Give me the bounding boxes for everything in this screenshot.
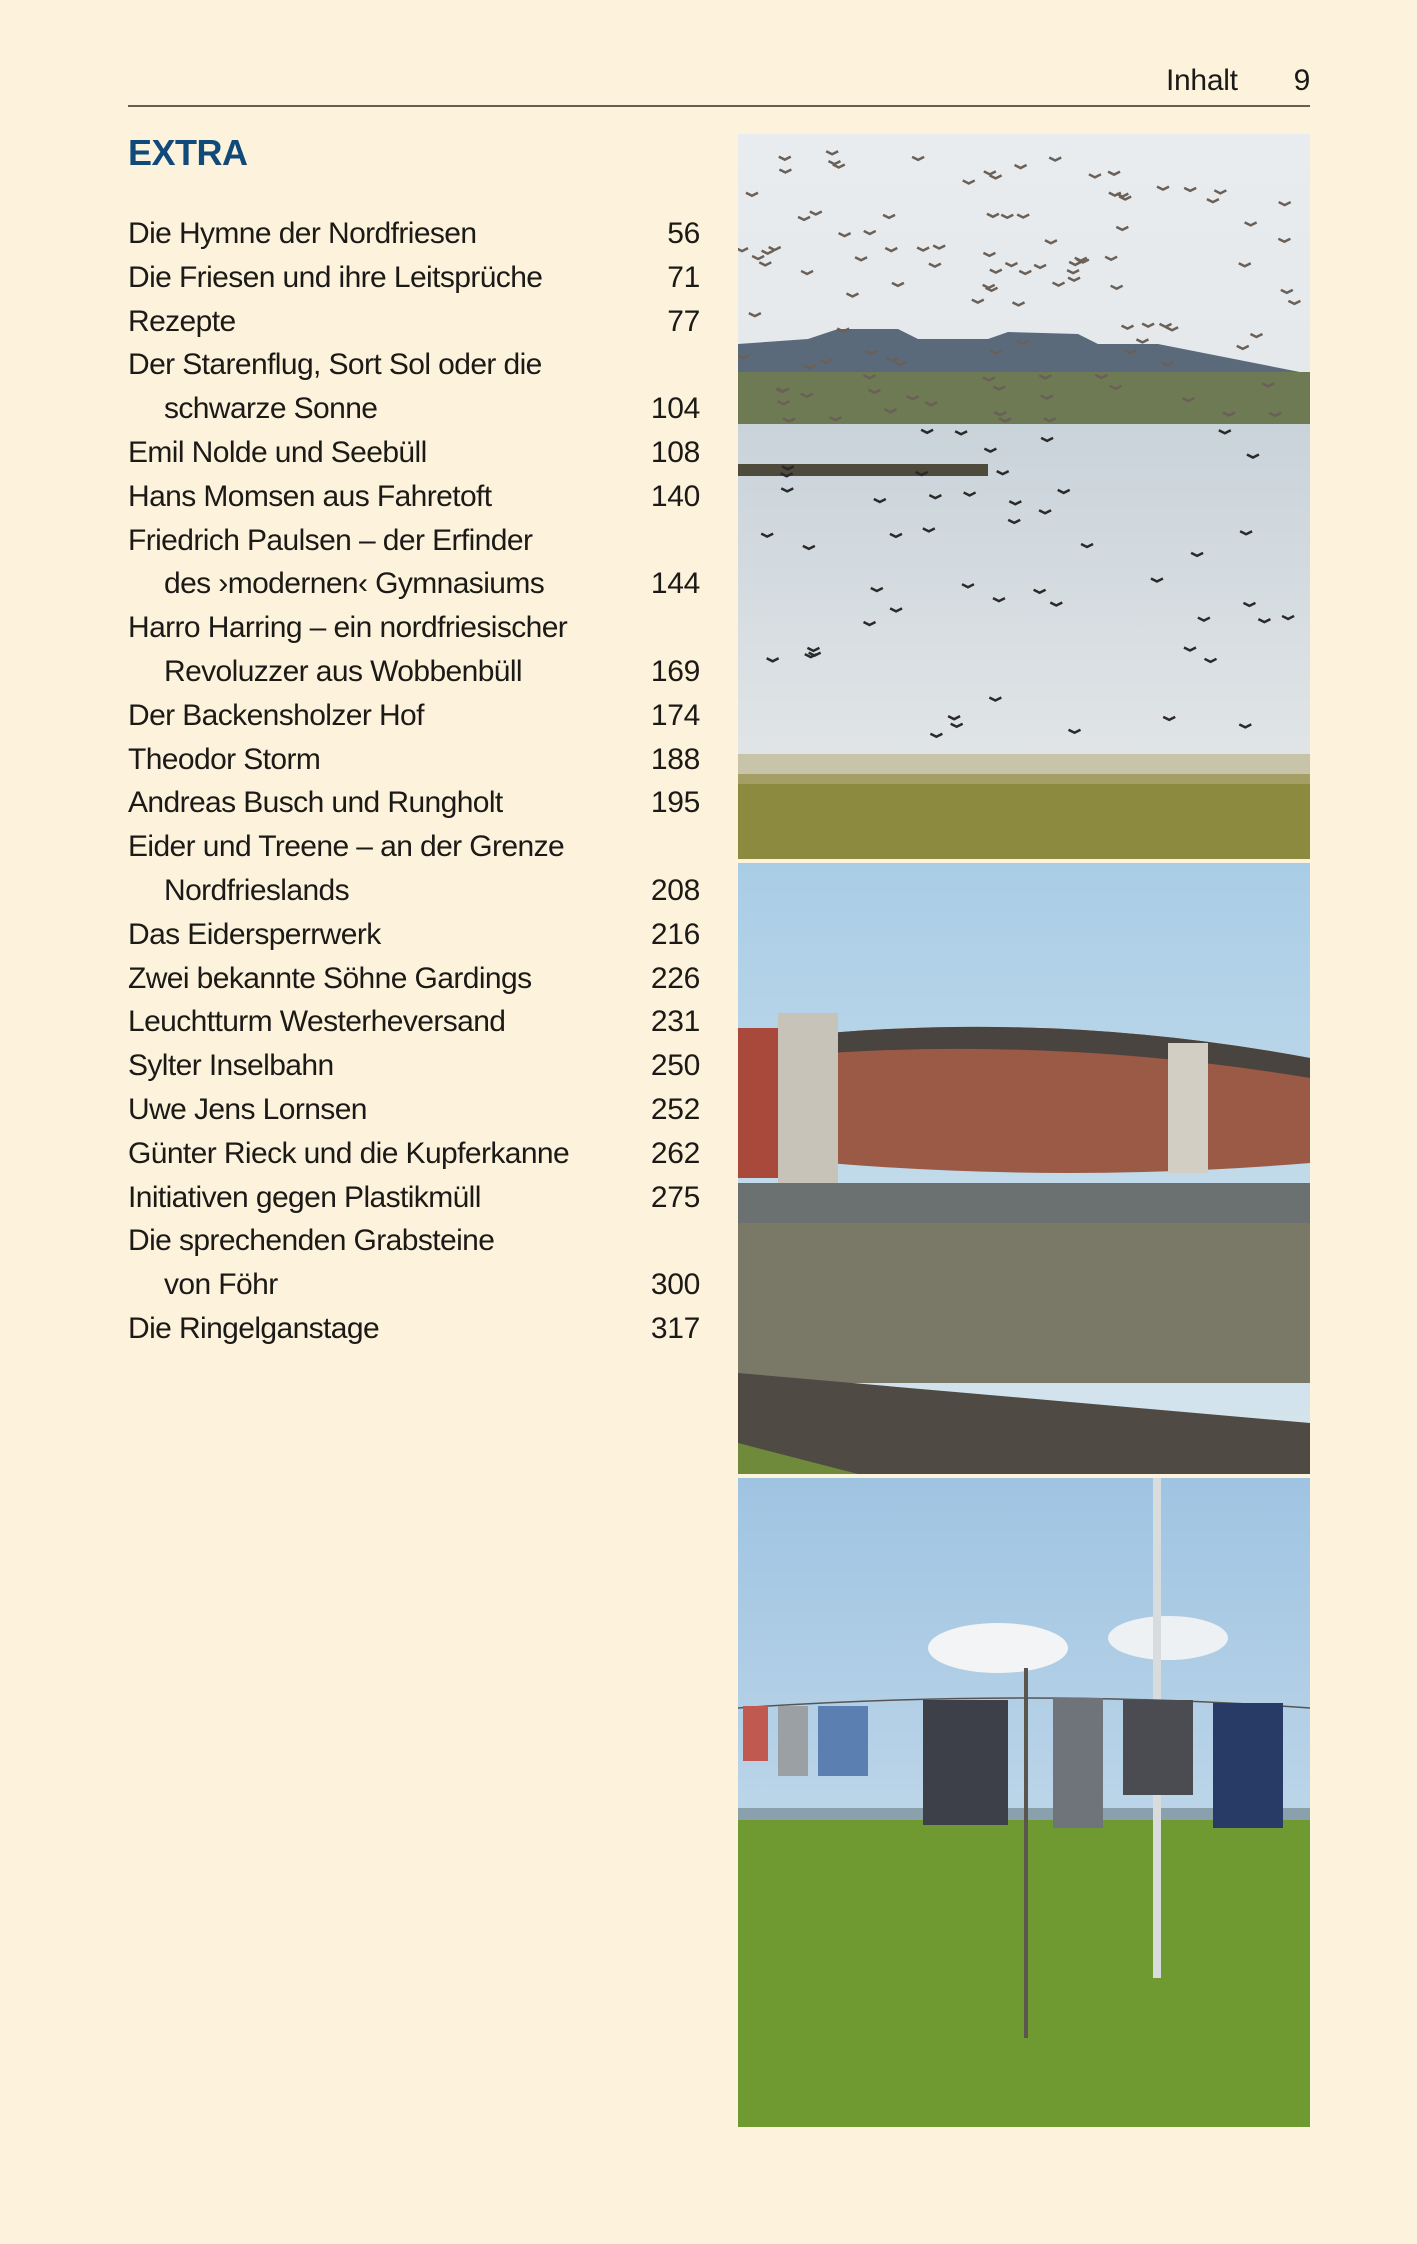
toc-entry-page: 144 (650, 567, 700, 601)
toc-entry-page: 275 (650, 1180, 700, 1214)
toc-entry[interactable] (128, 1000, 700, 1044)
toc-list (128, 212, 700, 1351)
photo-geese-flock (738, 134, 1310, 859)
toc-entry[interactable] (128, 1044, 700, 1088)
toc-entry-title: Die Ringelganstage (128, 1311, 380, 1345)
toc-entry-title: Sylter Inselbahn (128, 1049, 334, 1083)
toc-entry-page: 300 (650, 1268, 700, 1302)
toc-entry-title: Der Starenflug, Sort Sol oder die (128, 348, 542, 382)
toc-entry-title: des ›modernen‹ Gymnasiums (164, 567, 545, 601)
header-rule (128, 105, 1310, 107)
toc-entry-title: Rezepte (128, 304, 236, 338)
toc-entry-page: 195 (650, 786, 700, 820)
toc-entry-title: Eider und Treene – an der Grenze (128, 830, 565, 864)
toc-entry-page: 208 (650, 873, 700, 907)
toc-entry-page: 174 (650, 698, 700, 732)
page-number: 9 (1293, 64, 1310, 97)
toc-entry-page: 108 (650, 435, 700, 469)
toc-entry-title: Harro Harring – ein nordfriesischer (128, 611, 568, 645)
toc-entry-page: 216 (650, 917, 700, 951)
toc-entry-title: Hans Momsen aus Fahretoft (128, 479, 492, 513)
toc-entry[interactable] (128, 781, 700, 825)
toc-entry[interactable] (128, 1088, 700, 1132)
toc-entry-title: Leuchtturm Westerheversand (128, 1005, 506, 1039)
toc-entry-title: Uwe Jens Lornsen (128, 1092, 367, 1126)
toc-entry[interactable] (128, 1132, 700, 1176)
toc-entry[interactable] (128, 1219, 700, 1307)
toc-entry-title: Die Hymne der Nordfriesen (128, 217, 477, 250)
running-head (1166, 64, 1310, 98)
photo-eidersperrwerk (738, 863, 1310, 1474)
toc-entry-title: schwarze Sonne (164, 392, 378, 426)
toc-entry-page: 169 (650, 654, 700, 688)
toc-entry[interactable] (128, 431, 700, 475)
toc-entry[interactable] (128, 256, 700, 300)
toc-entry-title: Günter Rieck und die Kupferkanne (128, 1136, 570, 1170)
toc-entry-title: Revoluzzer aus Wobbenbüll (164, 654, 522, 688)
toc-entry[interactable] (128, 343, 700, 431)
toc-entry-page: 231 (650, 1005, 700, 1039)
toc-entry-page: 140 (650, 479, 700, 513)
toc-entry[interactable] (128, 825, 700, 913)
toc-entry-title: Friedrich Paulsen – der Erfinder (128, 523, 533, 557)
toc-entry-title: Andreas Busch und Rungholt (128, 786, 503, 820)
toc-entry-title: Der Backensholzer Hof (128, 698, 424, 732)
photo-clothesline (738, 1478, 1310, 2127)
toc-entry-title: Nordfrieslands (164, 873, 350, 907)
toc-entry[interactable] (128, 738, 700, 782)
toc-entry-page: 252 (650, 1092, 700, 1126)
toc-entry-title: Zwei bekannte Söhne Gardings (128, 961, 532, 995)
toc-entry-title: Emil Nolde und Seebüll (128, 435, 427, 469)
toc-entry-page: 77 (667, 304, 700, 338)
toc-entry-title: Die sprechenden Grabsteine (128, 1224, 495, 1258)
toc-entry-title: Das Eidersperrwerk (128, 917, 381, 951)
toc-entry[interactable] (128, 606, 700, 694)
toc-entry-page: 71 (667, 260, 700, 294)
toc-entry[interactable] (128, 1176, 700, 1220)
toc-entry[interactable] (128, 212, 700, 256)
toc-entry-page: 226 (650, 961, 700, 995)
toc-entry[interactable] (128, 519, 700, 607)
toc-entry-title: Die Friesen und ihre Leitsprüche (128, 260, 543, 294)
toc-entry[interactable] (128, 1307, 700, 1351)
toc-entry-page: 56 (667, 217, 700, 250)
toc-entry-page: 104 (650, 392, 700, 426)
toc-entry[interactable] (128, 300, 700, 344)
toc-entry-page: 262 (650, 1136, 700, 1170)
section-name: Inhalt (1166, 64, 1238, 97)
toc-entry[interactable] (128, 475, 700, 519)
section-title: EXTRA (128, 132, 248, 173)
toc-entry[interactable] (128, 694, 700, 738)
toc-entry-title: Theodor Storm (128, 742, 321, 776)
toc-entry-page: 250 (650, 1049, 700, 1083)
toc-entry[interactable] (128, 913, 700, 957)
toc-entry-title: von Föhr (164, 1268, 278, 1302)
toc-entry-page: 188 (650, 742, 700, 776)
toc-entry-page: 317 (650, 1311, 700, 1345)
toc-entry-title: Initiativen gegen Plastikmüll (128, 1180, 481, 1214)
toc-entry[interactable] (128, 957, 700, 1001)
